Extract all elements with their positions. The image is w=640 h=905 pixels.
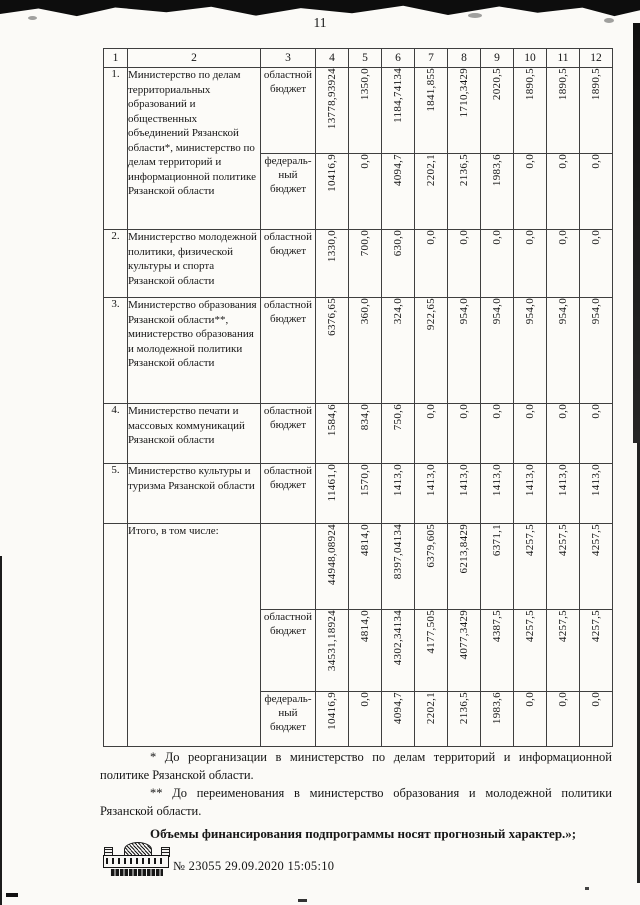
value-cell [547, 230, 580, 298]
value-text: 1413,0 [491, 464, 503, 497]
value-cell [448, 230, 481, 298]
value-text: 0,0 [359, 154, 371, 169]
row-index [104, 524, 128, 747]
value-text: 4257,5 [590, 610, 602, 643]
value-cell [448, 464, 481, 524]
budget-type: областной бюджет [261, 230, 316, 298]
value-text: 0,0 [524, 692, 536, 707]
value-cell [448, 610, 481, 692]
value-cell [415, 154, 448, 230]
footnotes-block [100, 748, 612, 843]
value-cell [382, 524, 415, 610]
value-text: 4177,505 [425, 610, 437, 654]
value-cell [316, 154, 349, 230]
value-cell [580, 404, 613, 464]
value-text: 0,0 [524, 230, 536, 245]
value-cell [415, 298, 448, 404]
value-text: 1890,5 [524, 68, 536, 101]
value-cell [547, 692, 580, 747]
value-cell [580, 692, 613, 747]
row-index: 5. [104, 464, 128, 524]
value-text: 4814,0 [359, 524, 371, 557]
value-text: 2020,5 [491, 68, 503, 101]
emblem-windows [106, 858, 166, 864]
value-cell [349, 404, 382, 464]
table-row [104, 68, 613, 154]
value-text: 0,0 [590, 692, 602, 707]
value-cell [316, 524, 349, 610]
table-row [104, 298, 613, 404]
value-text: 6371,1 [491, 524, 503, 557]
value-cell [547, 298, 580, 404]
value-cell [349, 68, 382, 154]
value-text: 4257,5 [557, 610, 569, 643]
value-text: 1413,0 [590, 464, 602, 497]
value-cell [349, 298, 382, 404]
value-cell [415, 524, 448, 610]
value-text: 10416,9 [326, 692, 338, 730]
value-cell [382, 610, 415, 692]
value-text: 0,0 [524, 404, 536, 419]
value-text: 6213,8429 [458, 524, 470, 574]
value-cell [481, 154, 514, 230]
registration-stamp-emblem [103, 842, 171, 879]
table-header-cell: 12 [580, 49, 613, 68]
value-text: 954,0 [491, 298, 503, 325]
value-cell [349, 230, 382, 298]
value-cell [580, 68, 613, 154]
value-cell [448, 404, 481, 464]
budget-type: областной бюджет [261, 464, 316, 524]
value-cell [514, 68, 547, 154]
value-cell [415, 464, 448, 524]
value-cell [514, 692, 547, 747]
table-row [104, 230, 613, 298]
value-cell [448, 298, 481, 404]
value-text: 44948,08924 [326, 524, 338, 586]
value-cell [316, 230, 349, 298]
budget-type [261, 524, 316, 610]
value-text: 1584,6 [326, 404, 338, 437]
value-cell [580, 524, 613, 610]
value-text: 8397,04134 [392, 524, 404, 580]
value-cell [481, 524, 514, 610]
value-text: 0,0 [557, 230, 569, 245]
value-text: 0,0 [590, 154, 602, 169]
value-cell [514, 464, 547, 524]
value-text: 4257,5 [524, 524, 536, 557]
value-text: 13778,93924 [326, 68, 338, 130]
table-header-cell: 7 [415, 49, 448, 68]
value-text: 1413,0 [524, 464, 536, 497]
value-cell [349, 464, 382, 524]
value-text: 954,0 [557, 298, 569, 325]
page-number: 11 [313, 15, 327, 30]
value-text: 0,0 [425, 230, 437, 245]
value-text: 360,0 [359, 298, 371, 325]
value-text: 6379,605 [425, 524, 437, 568]
row-name: Министерство по делам территориальных образований и общественных объединений Рязанской области*, министерство по делам территорий и информационной политике Рязанской области [128, 68, 261, 230]
value-cell [481, 692, 514, 747]
value-text: 0,0 [557, 692, 569, 707]
value-text: 1350,0 [359, 68, 371, 101]
value-text: 11461,0 [326, 464, 338, 502]
value-cell [547, 610, 580, 692]
scan-artifact-bottom [298, 899, 307, 902]
scan-artifact-left [0, 556, 2, 905]
table-header-cell: 6 [382, 49, 415, 68]
value-text: 0,0 [458, 404, 470, 419]
value-cell [349, 692, 382, 747]
footnote-1: * До реорганизации в министерство по делам территорий и информационной политике Рязанской области. [100, 750, 612, 783]
value-cell [514, 524, 547, 610]
row-index: 4. [104, 404, 128, 464]
value-text: 4257,5 [590, 524, 602, 557]
value-cell [349, 610, 382, 692]
value-cell [415, 692, 448, 747]
budget-type: федераль-ный бюджет [261, 154, 316, 230]
value-cell [316, 464, 349, 524]
row-name: Министерство образования Рязанской области**, министерство образования и молодежной политики Рязанской области [128, 298, 261, 404]
budget-type: федераль-ный бюджет [261, 692, 316, 747]
value-text: 1841,855 [425, 68, 437, 112]
value-cell [514, 610, 547, 692]
table-header-cell: 3 [261, 49, 316, 68]
stamp-number-line: № 23055 29.09.2020 15:05:10 [173, 859, 335, 873]
table-row [104, 464, 613, 524]
value-text: 4387,5 [491, 610, 503, 643]
value-text: 0,0 [359, 692, 371, 707]
finance-table [103, 48, 613, 747]
value-text: 1570,0 [359, 464, 371, 497]
value-cell [514, 230, 547, 298]
value-cell [547, 524, 580, 610]
value-text: 0,0 [425, 404, 437, 419]
table-header-cell: 10 [514, 49, 547, 68]
value-text: 630,0 [392, 230, 404, 257]
value-text: 1413,0 [392, 464, 404, 497]
value-text: 700,0 [359, 230, 371, 257]
value-text: 34531,18924 [326, 610, 338, 672]
row-name: Министерство молодежной политики, физической культуры и спорта Рязанской области [128, 230, 261, 298]
value-cell [514, 154, 547, 230]
value-cell [448, 524, 481, 610]
value-text: 0,0 [458, 230, 470, 245]
value-cell [448, 68, 481, 154]
value-cell [580, 230, 613, 298]
value-cell [448, 692, 481, 747]
value-text: 1413,0 [425, 464, 437, 497]
value-text: 4094,7 [392, 692, 404, 725]
value-cell [415, 404, 448, 464]
value-cell [481, 68, 514, 154]
value-cell [382, 692, 415, 747]
emblem-building [103, 855, 169, 868]
value-cell [316, 68, 349, 154]
value-cell [481, 230, 514, 298]
value-cell [547, 154, 580, 230]
scan-artifact-right [633, 23, 640, 443]
value-cell [580, 154, 613, 230]
value-cell [349, 154, 382, 230]
value-text: 750,6 [392, 404, 404, 431]
value-cell [382, 230, 415, 298]
budget-type: областной бюджет [261, 610, 316, 692]
table-header [104, 49, 613, 68]
value-cell [415, 68, 448, 154]
table-row [104, 404, 613, 464]
value-cell [316, 610, 349, 692]
value-cell [349, 524, 382, 610]
value-cell [382, 68, 415, 154]
value-cell [514, 404, 547, 464]
value-text: 1413,0 [458, 464, 470, 497]
value-cell [316, 692, 349, 747]
value-text: 1890,5 [590, 68, 602, 101]
value-text: 324,0 [392, 298, 404, 325]
value-text: 1983,6 [491, 692, 503, 725]
value-text: 0,0 [590, 404, 602, 419]
row-index: 3. [104, 298, 128, 404]
value-text: 2202,1 [425, 692, 437, 725]
budget-type: областной бюджет [261, 404, 316, 464]
footnote-2: ** До переименования в министерство образования и молодежной политики Рязанской области. [100, 786, 612, 819]
value-text: 4257,5 [524, 610, 536, 643]
value-text: 4814,0 [359, 610, 371, 643]
value-cell [316, 298, 349, 404]
table-header-cell: 4 [316, 49, 349, 68]
barcode-strip [110, 869, 163, 876]
value-text: 10416,9 [326, 154, 338, 192]
value-cell [547, 68, 580, 154]
value-text: 1413,0 [557, 464, 569, 497]
value-text: 0,0 [491, 230, 503, 245]
scan-artifact-bottom [585, 887, 589, 890]
value-text: 1890,5 [557, 68, 569, 101]
value-cell [448, 154, 481, 230]
value-cell [580, 464, 613, 524]
value-cell [547, 464, 580, 524]
table-header-cell: 11 [547, 49, 580, 68]
budget-type: областной бюджет [261, 298, 316, 404]
row-index: 1. [104, 68, 128, 230]
table-header-cell: 5 [349, 49, 382, 68]
value-cell [415, 610, 448, 692]
value-cell [481, 464, 514, 524]
value-text: 0,0 [590, 230, 602, 245]
value-text: 0,0 [557, 404, 569, 419]
value-text: 954,0 [458, 298, 470, 325]
budget-type: областной бюджет [261, 68, 316, 154]
value-cell [514, 298, 547, 404]
table-body [104, 68, 613, 747]
value-text: 4302,34134 [392, 610, 404, 666]
value-text: 2136,5 [458, 154, 470, 187]
value-text: 954,0 [524, 298, 536, 325]
table-header-cell: 2 [128, 49, 261, 68]
value-cell [382, 298, 415, 404]
value-text: 1710,3429 [458, 68, 470, 118]
table-header-cell: 1 [104, 49, 128, 68]
value-cell [316, 404, 349, 464]
table-header-cell: 8 [448, 49, 481, 68]
value-cell [481, 298, 514, 404]
value-text: 1330,0 [326, 230, 338, 263]
table-header-cell: 9 [481, 49, 514, 68]
value-text: 1184,74134 [392, 68, 404, 123]
closing-statement: Объемы финансирования подпрограммы носят прогнозный характер.»; [150, 825, 577, 841]
value-text: 954,0 [590, 298, 602, 325]
table-row [104, 524, 613, 610]
value-cell [382, 154, 415, 230]
value-text: 2136,5 [458, 692, 470, 725]
value-cell [382, 404, 415, 464]
value-cell [580, 298, 613, 404]
value-cell [481, 404, 514, 464]
value-text: 4257,5 [557, 524, 569, 557]
value-text: 0,0 [557, 154, 569, 169]
value-cell [580, 610, 613, 692]
value-text: 6376,65 [326, 298, 338, 336]
row-index: 2. [104, 230, 128, 298]
scan-artifact-bottom [6, 893, 18, 897]
value-text: 4077,3429 [458, 610, 470, 660]
value-cell [415, 230, 448, 298]
value-cell [481, 610, 514, 692]
value-text: 4094,7 [392, 154, 404, 187]
value-cell [547, 404, 580, 464]
value-text: 0,0 [491, 404, 503, 419]
value-text: 1983,6 [491, 154, 503, 187]
value-text: 922,65 [425, 298, 437, 331]
value-text: 0,0 [524, 154, 536, 169]
value-text: 834,0 [359, 404, 371, 431]
row-name: Министерство культуры и туризма Рязанской области [128, 464, 261, 524]
row-name: Итого, в том числе: [128, 524, 261, 747]
row-name: Министерство печати и массовых коммуникаций Рязанской области [128, 404, 261, 464]
value-cell [382, 464, 415, 524]
value-text: 2202,1 [425, 154, 437, 187]
